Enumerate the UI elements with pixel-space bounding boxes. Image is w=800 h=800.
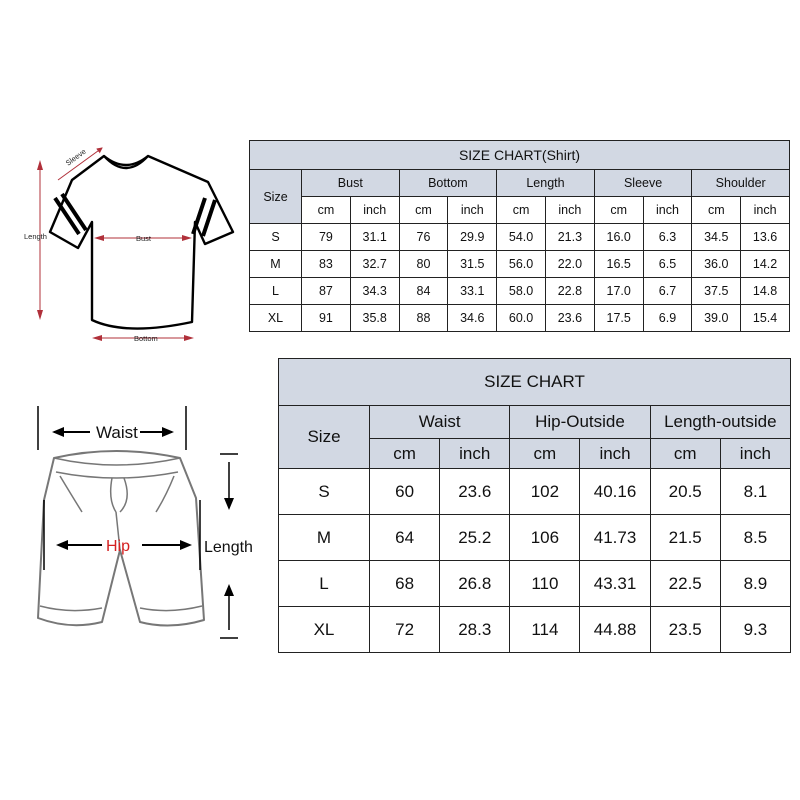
value-cell: 54.0 bbox=[497, 224, 546, 251]
value-cell: 17.5 bbox=[594, 305, 643, 332]
value-cell: 8.9 bbox=[720, 561, 790, 607]
value-cell: 6.7 bbox=[643, 278, 692, 305]
value-cell: 87 bbox=[302, 278, 351, 305]
unit-cm: cm bbox=[510, 439, 580, 469]
value-cell: 114 bbox=[510, 607, 580, 653]
table-row bbox=[279, 561, 791, 607]
length-label: Length bbox=[24, 232, 47, 241]
table-row bbox=[279, 515, 791, 561]
table-row bbox=[250, 251, 790, 278]
value-cell: 20.5 bbox=[650, 469, 720, 515]
shorts-group-waist: Waist bbox=[370, 406, 510, 439]
shorts-size-header: Size bbox=[279, 406, 370, 469]
unit-inch: inch bbox=[741, 197, 790, 224]
value-cell: 79 bbox=[302, 224, 351, 251]
value-cell: 72 bbox=[370, 607, 440, 653]
unit-cm: cm bbox=[399, 197, 448, 224]
value-cell: 64 bbox=[370, 515, 440, 561]
value-cell: 8.5 bbox=[720, 515, 790, 561]
value-cell: 22.8 bbox=[545, 278, 594, 305]
size-cell: L bbox=[279, 561, 370, 607]
unit-inch: inch bbox=[350, 197, 399, 224]
value-cell: 32.7 bbox=[350, 251, 399, 278]
value-cell: 15.4 bbox=[741, 305, 790, 332]
value-cell: 31.1 bbox=[350, 224, 399, 251]
size-cell: S bbox=[279, 469, 370, 515]
unit-inch: inch bbox=[580, 439, 650, 469]
value-cell: 37.5 bbox=[692, 278, 741, 305]
value-cell: 36.0 bbox=[692, 251, 741, 278]
unit-cm: cm bbox=[650, 439, 720, 469]
value-cell: 43.31 bbox=[580, 561, 650, 607]
value-cell: 102 bbox=[510, 469, 580, 515]
value-cell: 60 bbox=[370, 469, 440, 515]
value-cell: 14.2 bbox=[741, 251, 790, 278]
value-cell: 60.0 bbox=[497, 305, 546, 332]
unit-inch: inch bbox=[720, 439, 790, 469]
shorts-illustration bbox=[20, 400, 270, 650]
unit-cm: cm bbox=[692, 197, 741, 224]
shorts-table-title: SIZE CHART bbox=[279, 359, 791, 406]
length-label: Length bbox=[204, 539, 253, 556]
value-cell: 39.0 bbox=[692, 305, 741, 332]
value-cell: 22.5 bbox=[650, 561, 720, 607]
shorts-size-table bbox=[278, 358, 791, 653]
bottom-label: Bottom bbox=[134, 334, 158, 343]
value-cell: 28.3 bbox=[440, 607, 510, 653]
sleeve-label: Sleeve bbox=[63, 146, 88, 168]
shirt-size-header: Size bbox=[250, 170, 302, 224]
value-cell: 23.6 bbox=[440, 469, 510, 515]
hip-label: Hip bbox=[106, 538, 131, 555]
value-cell: 16.0 bbox=[594, 224, 643, 251]
value-cell: 40.16 bbox=[580, 469, 650, 515]
value-cell: 22.0 bbox=[545, 251, 594, 278]
shirt-size-table bbox=[249, 140, 790, 332]
value-cell: 76 bbox=[399, 224, 448, 251]
shirt-group-shoulder: Shoulder bbox=[692, 170, 790, 197]
value-cell: 21.5 bbox=[650, 515, 720, 561]
value-cell: 21.3 bbox=[545, 224, 594, 251]
size-cell: XL bbox=[279, 607, 370, 653]
value-cell: 80 bbox=[399, 251, 448, 278]
shirt-diagram bbox=[22, 140, 244, 350]
value-cell: 106 bbox=[510, 515, 580, 561]
value-cell: 56.0 bbox=[497, 251, 546, 278]
value-cell: 6.5 bbox=[643, 251, 692, 278]
shirt-group-sleeve: Sleeve bbox=[594, 170, 692, 197]
value-cell: 6.9 bbox=[643, 305, 692, 332]
value-cell: 68 bbox=[370, 561, 440, 607]
table-row bbox=[250, 278, 790, 305]
value-cell: 6.3 bbox=[643, 224, 692, 251]
value-cell: 17.0 bbox=[594, 278, 643, 305]
shirt-group-bottom: Bottom bbox=[399, 170, 497, 197]
table-row bbox=[279, 607, 791, 653]
unit-inch: inch bbox=[545, 197, 594, 224]
value-cell: 34.5 bbox=[692, 224, 741, 251]
shorts-diagram bbox=[20, 400, 270, 650]
value-cell: 25.2 bbox=[440, 515, 510, 561]
value-cell: 44.88 bbox=[580, 607, 650, 653]
size-cell: L bbox=[250, 278, 302, 305]
unit-cm: cm bbox=[302, 197, 351, 224]
unit-cm: cm bbox=[370, 439, 440, 469]
value-cell: 83 bbox=[302, 251, 351, 278]
value-cell: 84 bbox=[399, 278, 448, 305]
table-row bbox=[250, 224, 790, 251]
shirt-table-title: SIZE CHART(Shirt) bbox=[250, 141, 790, 170]
waist-label: Waist bbox=[96, 423, 138, 442]
value-cell: 34.3 bbox=[350, 278, 399, 305]
value-cell: 31.5 bbox=[448, 251, 497, 278]
shirt-group-length: Length bbox=[497, 170, 595, 197]
value-cell: 110 bbox=[510, 561, 580, 607]
unit-cm: cm bbox=[497, 197, 546, 224]
value-cell: 23.6 bbox=[545, 305, 594, 332]
value-cell: 8.1 bbox=[720, 469, 790, 515]
shorts-group-length: Length-outside bbox=[650, 406, 790, 439]
table-row bbox=[250, 305, 790, 332]
value-cell: 29.9 bbox=[448, 224, 497, 251]
value-cell: 14.8 bbox=[741, 278, 790, 305]
unit-inch: inch bbox=[448, 197, 497, 224]
value-cell: 41.73 bbox=[580, 515, 650, 561]
shorts-group-hip: Hip-Outside bbox=[510, 406, 650, 439]
value-cell: 34.6 bbox=[448, 305, 497, 332]
value-cell: 88 bbox=[399, 305, 448, 332]
value-cell: 9.3 bbox=[720, 607, 790, 653]
value-cell: 33.1 bbox=[448, 278, 497, 305]
size-cell: M bbox=[250, 251, 302, 278]
size-cell: XL bbox=[250, 305, 302, 332]
shirt-group-bust: Bust bbox=[302, 170, 400, 197]
tshirt-illustration bbox=[22, 140, 244, 350]
size-cell: S bbox=[250, 224, 302, 251]
bust-label: Bust bbox=[136, 234, 152, 243]
value-cell: 16.5 bbox=[594, 251, 643, 278]
value-cell: 26.8 bbox=[440, 561, 510, 607]
unit-inch: inch bbox=[643, 197, 692, 224]
table-row bbox=[279, 469, 791, 515]
unit-inch: inch bbox=[440, 439, 510, 469]
unit-cm: cm bbox=[594, 197, 643, 224]
value-cell: 23.5 bbox=[650, 607, 720, 653]
value-cell: 13.6 bbox=[741, 224, 790, 251]
value-cell: 35.8 bbox=[350, 305, 399, 332]
value-cell: 91 bbox=[302, 305, 351, 332]
size-cell: M bbox=[279, 515, 370, 561]
value-cell: 58.0 bbox=[497, 278, 546, 305]
